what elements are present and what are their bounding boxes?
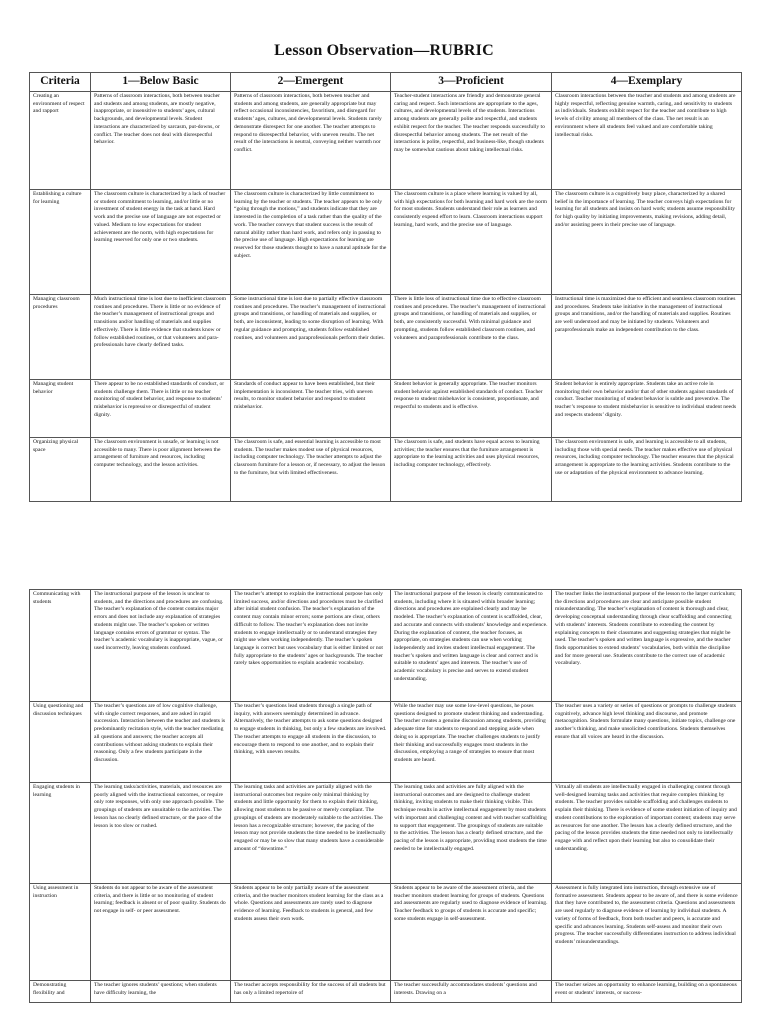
emergent-cell: The classroom culture is characterized by little commitment to learning by the teacher or students. The teacher appears to be only “going through the motions,” and students indicate that they are interested in the completion of a task rather than the quality of the work. The teacher conveys that student success is the result of natural ability rather than hard work, and refers only in passing to the precise use of language. High expectations for learning are reserved for those students thought to have a natural aptitude for the subject.	[231, 190, 391, 295]
header-proficient: 3—Proficient	[391, 73, 552, 92]
criteria-cell: Engaging students in learning	[30, 783, 91, 884]
below-basic-cell: Students do not appear to be aware of the assessment criteria, and there is little or no monitoring of student learning; feedback is absent or of poor quality. Students do not engage in self- or peer assessment.	[91, 884, 231, 981]
criteria-cell: Managing student behavior	[30, 380, 91, 438]
emergent-cell: The learning tasks and activities are partially aligned with the instructional outcomes but require only minimal thinking by students and little opportunity for them to explain their thinking, allowing most students to be passive or merely compliant. The groupings of students are moderately suitable to the activities. The lesson has a recognizable structure; however, the pacing of the lesson may not provide students the time needed to be intellectually engaged or may be so slow that many students have a considerable amount of “downtime.”	[231, 783, 391, 884]
emergent-cell: Standards of conduct appear to have been established, but their implementation is inconsistent. The teacher tries, with uneven results, to monitor student behavior and respond to student misbehavior.	[231, 380, 391, 438]
emergent-cell: The teacher’s attempt to explain the instructional purpose has only limited success, and/or directions and procedures must be clarified after initial student confusion. The teacher’s explanation of the content may contain minor errors; some portions are clear, others difficult to follow. The teacher’s explanation does not invite students to engage intellectually or to understand strategies they might use when working independently. The teacher’s spoken language is correct but uses vocabulary that is either limited or not fully appropriate to the students’ ages or backgrounds. The teacher rarely takes opportunities to explain academic vocabulary.	[231, 590, 391, 702]
table-row	[30, 590, 742, 702]
rubric-table-bottom	[29, 589, 742, 1003]
exemplary-cell: Instructional time is maximized due to efficient and seamless classroom routines and procedures. Students take initiative in the management of instructional groups and transitions, and/or the handling of materials and supplies. Routines are well understood and may be initiated by students. Volunteers and paraprofessionals make an independent contribution to the class.	[552, 295, 742, 380]
proficient-cell: Teacher-student interactions are friendly and demonstrate general caring and respect. Such interactions are appropriate to the ages, cultures, and developmental levels of the students. Interactions among students are generally polite and respectful, and students exhibit respect for the teacher. The teacher responds successfully to disrespectful behavior among students. The net result of the interactions is polite, respectful, and business-like, though students may be somewhat cautious about taking intellectual risks.	[391, 92, 552, 190]
table-row	[30, 783, 742, 884]
criteria-cell: Creating an environment of respect and rapport	[30, 92, 91, 190]
table-row	[30, 981, 742, 1003]
exemplary-cell: The teacher seizes an opportunity to enhance learning, building on a spontaneous event or students’ interests, or success-	[552, 981, 742, 1003]
criteria-cell: Organizing physical space	[30, 438, 91, 502]
table-row	[30, 92, 742, 190]
exemplary-cell: The teacher links the instructional purpose of the lesson to the larger curriculum; the directions and procedures are clear and anticipate possible student misunderstanding. The teacher’s explanation of content is thorough and clear, developing conceptual understanding through clear scaffolding and connecting with students’ interests. Students contribute to extending the content by explaining concepts to their classmates and suggesting strategies that might be used. The teacher’s spoken and written language is expressive, and the teacher finds opportunities to extend students’ vocabularies, both within the discipline and for more general use. Students contribute to the correct use of academic vocabulary.	[552, 590, 742, 702]
exemplary-cell: Classroom interactions between the teacher and students and among students are highly respectful, reflecting genuine warmth, caring, and sensitivity to students as individuals. Students exhibit respect for the teacher and contribute to high levels of civility among all members of the class. The net result is an environment where all students feel valued and are comfortable taking intellectual risks.	[552, 92, 742, 190]
exemplary-cell: The teacher uses a variety or series of questions or prompts to challenge students cognitively, advance high level thinking and discourse, and promote metacognition. Students formulate many questions, initiate topics, challenge one another’s thinking, and make unsolicited contributions. Students themselves ensure that all voices are heard in the discussion.	[552, 702, 742, 783]
below-basic-cell: The teacher’s questions are of low cognitive challenge, with single correct responses, and are asked in rapid succession. Interaction between the teacher and students is predominantly recitation style, with the teacher mediating all questions and answers; the teacher accepts all contributions without asking students to explain their reasoning. Only a few students participate in the discussion.	[91, 702, 231, 783]
proficient-cell: The teacher successfully accommodates students’ questions and interests. Drawing on a	[391, 981, 552, 1003]
emergent-cell: The teacher accepts responsibility for the success of all students but has only a limited repertoire of	[231, 981, 391, 1003]
proficient-cell: Students appear to be aware of the assessment criteria, and the teacher monitors student learning for groups of students. Questions and assessments are regularly used to diagnose evidence of learning. Teacher feedback to groups of students is accurate and specific; some students engage in self-assessment.	[391, 884, 552, 981]
criteria-cell: Demonstrating flexibility and	[30, 981, 91, 1003]
table-row	[30, 190, 742, 295]
header-exemplary: 4—Exemplary	[552, 73, 742, 92]
below-basic-cell: The instructional purpose of the lesson is unclear to students, and the directions and procedures are confusing. The teacher’s explanation of the content contains major errors and does not include any explanation of strategies students might use. The teacher’s spoken or written language contains errors of grammar or syntax. The teacher’s academic vocabulary is inappropriate, vague, or used incorrectly, leaving students confused.	[91, 590, 231, 702]
below-basic-cell: The teacher ignores students’ questions; when students have difficulty learning, the	[91, 981, 231, 1003]
proficient-cell: While the teacher may use some low-level questions, he poses questions designed to promote student thinking and understanding. The teacher creates a genuine discussion among students, providing adequate time for students to respond and stepping aside when doing so is appropriate. The teacher challenges students to justify their thinking and successfully engages most students in the discussion, employing a range of strategies to ensure that most students are heard.	[391, 702, 552, 783]
exemplary-cell: Virtually all students are intellectually engaged in challenging content through well-designed learning tasks and activities that require complex thinking by students. The teacher provides suitable scaffolding and challenges students to explain their thinking. There is evidence of some student initiation of inquiry and student contributions to the exploration of important content; students may serve as resources for one another. The lesson has a clearly defined structure, and the pacing of the lesson provides students the time needed not only to intellectually engage with and reflect upon their learning but also to consolidate their understanding.	[552, 783, 742, 884]
table-row	[30, 702, 742, 783]
proficient-cell: There is little loss of instructional time due to effective classroom routines and procedures. The teacher’s management of instructional groups and transitions, or handling of materials and supplies, or both, are consistently successful. With minimal guidance and prompting, students follow established classroom routines, and volunteers and paraprofessionals contribute to the class.	[391, 295, 552, 380]
emergent-cell: The classroom is safe, and essential learning is accessible to most students. The teacher makes modest use of physical resources, including computer technology. The teacher attempts to adjust the classroom furniture for a lesson or, if necessary, to adjust the lesson to the furniture, but with limited effectiveness.	[231, 438, 391, 502]
proficient-cell: The learning tasks and activities are fully aligned with the instructional outcomes and are designed to challenge student thinking, inviting students to make their thinking visible. This technique results in active intellectual engagement by most students with important and challenging content and with teacher scaffolding to support that engagement. The groupings of students are suitable to the activities. The lesson has a clearly defined structure, and the pacing of the lesson is appropriate, providing most students the time needed to be intellectually engaged.	[391, 783, 552, 884]
criteria-cell: Managing classroom procedures	[30, 295, 91, 380]
below-basic-cell: Much instructional time is lost due to inefficient classroom routines and procedures. There is little or no evidence of the teacher’s management of instructional groups and transitions and/or handling of materials and supplies effectively. There is little evidence that students know or follow established routines, or that volunteers and para-professionals have clearly defined tasks.	[91, 295, 231, 380]
below-basic-cell: The classroom environment is unsafe, or learning is not accessible to many. There is poor alignment between the arrangement of furniture and resources, including computer technology, and the lesson activities.	[91, 438, 231, 502]
document-title: Lesson Observation—RUBRIC	[274, 42, 494, 59]
table-row	[30, 380, 742, 438]
emergent-cell: Some instructional time is lost due to partially effective classroom routines and procedures. The teacher’s management of instructional groups and transitions, or handling of materials and supplies, or both, are inconsistent, leading to some disruption of learning. With regular guidance and prompting, students follow established routines, and volunteers and paraprofessionals perform their duties.	[231, 295, 391, 380]
exemplary-cell: The classroom culture is a cognitively busy place, characterized by a shared belief in the importance of learning. The teacher conveys high expectations for learning for all students and insists on hard work; students assume responsibility for high quality by initiating improvements, making revisions, adding detail, and/or assisting peers in their precise use of language.	[552, 190, 742, 295]
criteria-cell: Establishing a culture for learning	[30, 190, 91, 295]
proficient-cell: The instructional purpose of the lesson is clearly communicated to students, including where it is situated within broader learning; directions and procedures are explained clearly and may be modeled. The teacher’s explanation of content is scaffolded, clear, and accurate and connects with students’ knowledge and experience. During the explanation of content, the teacher focuses, as appropriate, on strategies students can use when working independently and invites student intellectual engagement. The teacher’s spoken and written language is clear and correct and is suitable to students’ ages and interests. The teacher’s use of academic vocabulary is precise and serves to extend student understanding.	[391, 590, 552, 702]
proficient-cell: The classroom is safe, and students have equal access to learning activities; the teacher ensures that the furniture arrangement is appropriate to the learning activities and uses physical resources, including computer technology, effectively.	[391, 438, 552, 502]
header-below-basic: 1—Below Basic	[91, 73, 231, 92]
below-basic-cell: Patterns of classroom interactions, both between teacher and students and among students, are mostly negative, inappropriate, or insensitive to students’ ages, cultural backgrounds, and developmental levels. Student interactions are characterized by sarcasm, put-downs, or conflict. The teacher does not deal with disrespectful behavior.	[91, 92, 231, 190]
exemplary-cell: The classroom environment is safe, and learning is accessible to all students, including those with special needs. The teacher makes effective use of physical resources, including computer technology. The teacher ensures that the physical arrangement is appropriate to the learning activities. Students contribute to the use or adaptation of the physical environment to advance learning.	[552, 438, 742, 502]
header-emergent: 2—Emergent	[231, 73, 391, 92]
criteria-cell: Communicating with students	[30, 590, 91, 702]
below-basic-cell: The learning tasks/activities, materials, and resources are poorly aligned with the instructional outcomes, or require only rote responses, with only one approach possible. The groupings of students are unsuitable to the activities. The lesson has no clearly defined structure, or the pace of the lesson is too slow or rushed.	[91, 783, 231, 884]
criteria-cell: Using questioning and discussion techniques	[30, 702, 91, 783]
table-row	[30, 884, 742, 981]
header-row	[30, 73, 742, 92]
below-basic-cell: There appear to be no established standards of conduct, or students challenge them. There is little or no teacher monitoring of student behavior, and response to students’ misbehavior is repressive or disrespectful of student dignity.	[91, 380, 231, 438]
exemplary-cell: Student behavior is entirely appropriate. Students take an active role in monitoring their own behavior and/or that of other students against standards of conduct. Teacher monitoring of student behavior is subtle and preventive. The teacher’s response to student misbehavior is sensitive to individual student needs and respects students’ dignity.	[552, 380, 742, 438]
below-basic-cell: The classroom culture is characterized by a lack of teacher or student commitment to learning, and/or little or no investment of student energy in the task at hand. Hard work and the precise use of language are not expected or valued. Medium to low expectations for student achievement are the norm, with high expectations for learning reserved for only one or two students.	[91, 190, 231, 295]
emergent-cell: Patterns of classroom interactions, both between teacher and students and among students, are generally appropriate but may reflect occasional inconsistencies, favoritism, and disregard for students’ ages, cultures, and developmental levels. Students rarely demonstrate disrespect for one another. The teacher attempts to respond to disrespectful behavior, with uneven results. The net result of the interactions is neutral, conveying neither warmth nor conflict.	[231, 92, 391, 190]
table-row	[30, 295, 742, 380]
proficient-cell: The classroom culture is a place where learning is valued by all, with high expectations for both learning and hard work are the norm for most students. Students understand their role as learners and consistently expend effort to learn. Classroom interactions support learning, hard work, and the precise use of language.	[391, 190, 552, 295]
emergent-cell: The teacher’s questions lead students through a single path of inquiry, with answers seemingly determined in advance. Alternatively, the teacher attempts to ask some questions designed to engage students in thinking, but only a few students are involved. The teacher attempts to engage all students in the discussion, to encourage them to respond to one another, and to explain their thinking, with uneven results.	[231, 702, 391, 783]
proficient-cell: Student behavior is generally appropriate. The teacher monitors student behavior against established standards of conduct. Teacher response to student misbehavior is consistent, proportionate, and respectful to students and is effective.	[391, 380, 552, 438]
rubric-table-top	[29, 72, 742, 502]
emergent-cell: Students appear to be only partially aware of the assessment criteria, and the teacher monitors student learning for the class as a whole. Questions and assessments are rarely used to diagnose evidence of learning. Feedback to students is general, and few students assess their own work.	[231, 884, 391, 981]
table-row	[30, 438, 742, 502]
criteria-cell: Using assessment in instruction	[30, 884, 91, 981]
header-criteria: Criteria	[30, 73, 91, 92]
exemplary-cell: Assessment is fully integrated into instruction, through extensive use of formative assessment. Students appear to be aware of, and there is some evidence that they have contributed to, the assessment criteria. Questions and assessments are used regularly to diagnose evidence of learning by individual students. A variety of forms of feedback, from both teacher and peers, is accurate and specific and advances learning. Students self-assess and monitor their own progress. The teacher successfully differentiates instruction to address individual students’ misunderstandings.	[552, 884, 742, 981]
